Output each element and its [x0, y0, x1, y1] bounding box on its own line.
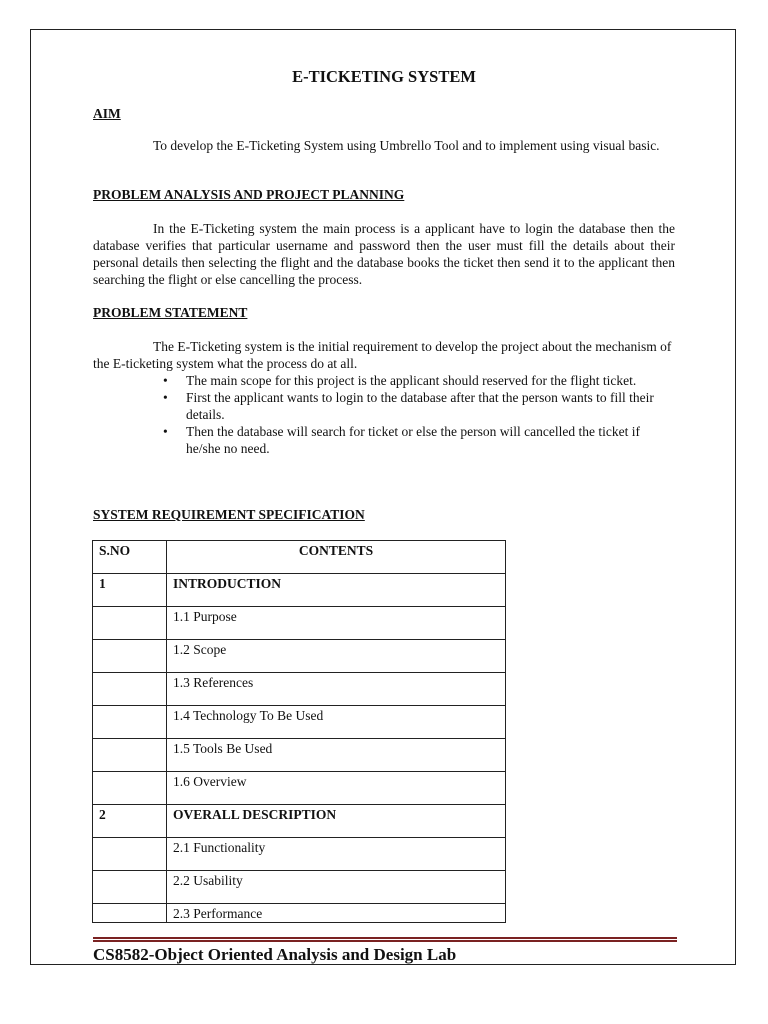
content-cell: 1.3 References — [167, 673, 506, 706]
sno-cell — [93, 772, 167, 805]
analysis-text: In the E-Ticketing system the main process is a applicant have to login the database then the database verifies that particular username and password then the user must fill the details about their personal details then selecting the flight and the database books the ticket then send it to the applicant then searching the flight or else cancelling the process. — [93, 221, 675, 287]
column-header-sno: S.NO — [93, 541, 167, 574]
bullet-icon: • — [163, 390, 168, 405]
footer-course-title: CS8582-Object Oriented Analysis and Design Lab — [93, 945, 457, 964]
sno-cell — [93, 739, 167, 772]
sno-cell — [93, 607, 167, 640]
content-cell: 1.5 Tools Be Used — [167, 739, 506, 772]
list-item: • Then the database will search for ticket or else the person will cancelled the ticket if he/she no need. — [163, 424, 640, 456]
sno-cell — [93, 871, 167, 904]
statement-text: The E-Ticketing system is the initial requirement to develop the project about the mechanism of the E-ticketing system what the process do at all. — [93, 339, 672, 371]
bullet-icon: • — [163, 424, 168, 439]
table-row — [93, 772, 506, 805]
aim-heading: AIM — [93, 106, 121, 121]
footer-rule — [93, 937, 677, 942]
table-row — [93, 574, 506, 607]
content-cell: 1.1 Purpose — [167, 607, 506, 640]
sno-cell — [93, 706, 167, 739]
content-cell: INTRODUCTION — [167, 574, 506, 607]
content-cell: OVERALL DESCRIPTION — [167, 805, 506, 838]
content-cell: 1.2 Scope — [167, 640, 506, 673]
statement-bullet-list — [93, 372, 675, 457]
analysis-heading: PROBLEM ANALYSIS AND PROJECT PLANNING — [93, 187, 405, 202]
sno-cell: 2 — [93, 805, 167, 838]
sno-cell — [93, 838, 167, 871]
content-cell: 1.4 Technology To Be Used — [167, 706, 506, 739]
content-cell: 2.1 Functionality — [167, 838, 506, 871]
aim-text: To develop the E-Ticketing System using Umbrello Tool and to implement using visual basic. — [153, 138, 660, 153]
content-cell: 2.2 Usability — [167, 871, 506, 904]
statement-heading: PROBLEM STATEMENT — [93, 305, 248, 320]
sno-cell — [93, 640, 167, 673]
sno-cell — [93, 904, 167, 923]
table-header-row — [93, 541, 506, 574]
sno-cell — [93, 673, 167, 706]
table-row — [93, 640, 506, 673]
list-item: • The main scope for this project is the applicant should reserved for the flight ticket. — [163, 373, 637, 388]
table-row — [93, 739, 506, 772]
content-cell: 2.3 Performance — [167, 904, 506, 923]
srs-heading: SYSTEM REQUIREMENT SPECIFICATION — [93, 507, 365, 522]
content-cell: 1.6 Overview — [167, 772, 506, 805]
table-row — [93, 805, 506, 838]
srs-contents-table — [92, 540, 506, 923]
table-row — [93, 871, 506, 904]
table-row — [93, 607, 506, 640]
table-row — [93, 673, 506, 706]
page-title: E-TICKETING SYSTEM — [292, 67, 476, 86]
table-row — [93, 904, 506, 923]
bullet-icon: • — [163, 373, 168, 388]
table-row — [93, 706, 506, 739]
table-row — [93, 838, 506, 871]
sno-cell: 1 — [93, 574, 167, 607]
list-item: • First the applicant wants to login to the database after that the person wants to fill their details. — [163, 390, 654, 422]
column-header-contents: CONTENTS — [167, 541, 506, 574]
